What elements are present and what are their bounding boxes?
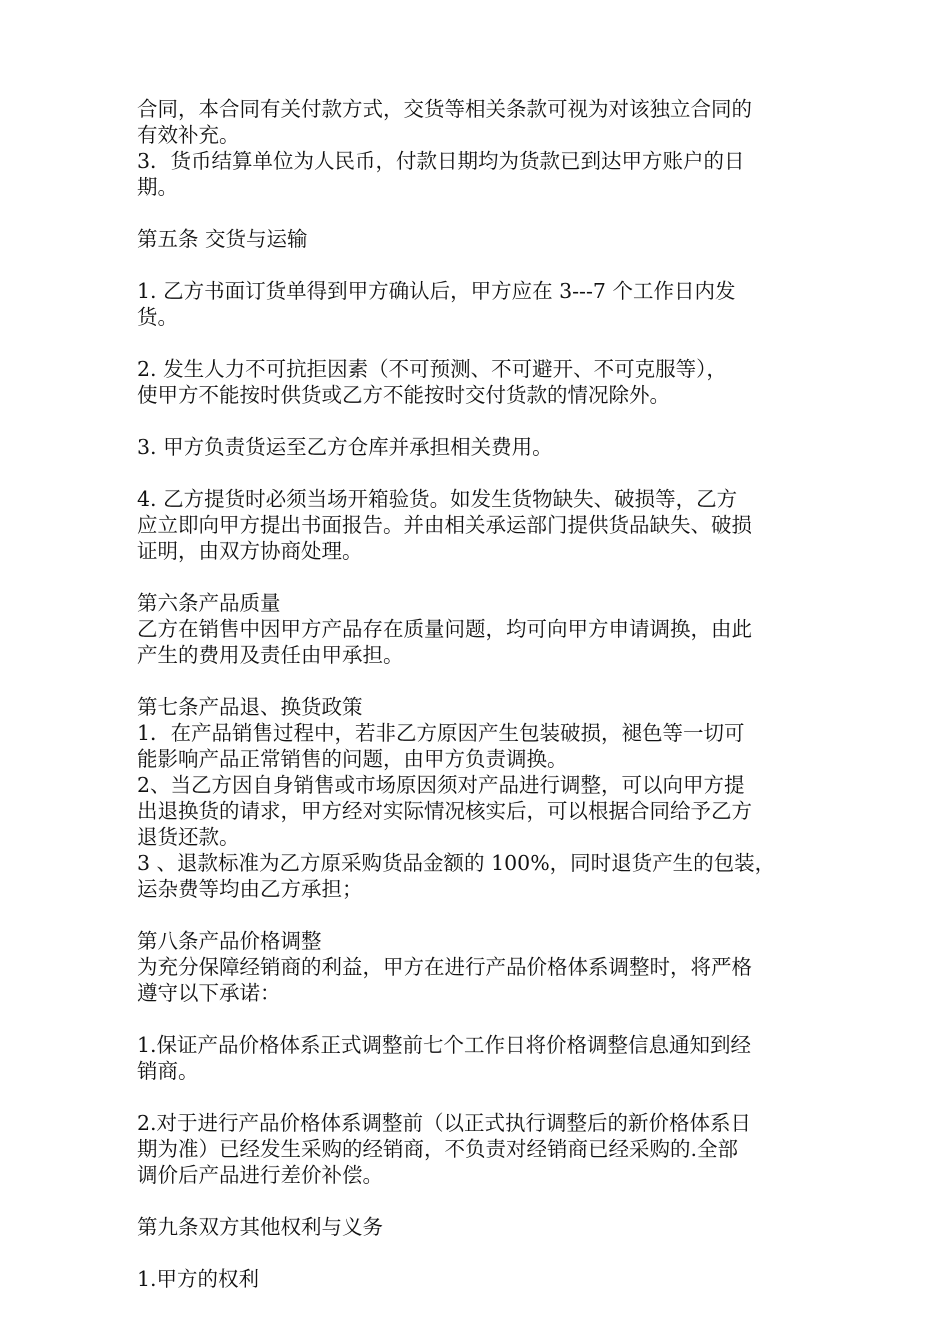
text-line: 应立即向甲方提出书面报告。并由相关承运部门提供货品缺失、破损	[137, 513, 752, 537]
blank-line	[137, 564, 817, 590]
text-line: 3．货币结算单位为人民币，付款日期均为货款已到达甲方账户的日	[137, 149, 745, 173]
blank-line	[137, 1188, 817, 1214]
text-line: 期为准）已经发生采购的经销商，不负责对经销商已经采购的.全部	[137, 1137, 739, 1161]
text-line: 1. 乙方书面订货单得到甲方确认后，甲方应在 3---7 个工作日内发	[137, 279, 736, 303]
section-heading: 第七条产品退、换货政策	[137, 695, 363, 719]
text-line: 出退换货的请求，甲方经对实际情况核实后，可以根据合同给予乙方	[137, 799, 752, 823]
section-heading: 第六条产品质量	[137, 591, 281, 615]
blank-line	[137, 460, 817, 486]
text-line: 退货还款。	[137, 825, 240, 849]
section-heading: 第五条 交货与运输	[137, 227, 308, 251]
blank-line	[137, 902, 817, 928]
blank-line	[137, 330, 817, 356]
text-line: 产生的费用及责任由甲承担。	[137, 643, 404, 667]
text-line: 1.保证产品价格体系正式调整前七个工作日将价格调整信息通知到经	[137, 1033, 752, 1057]
document-body	[137, 96, 817, 1292]
text-line: 为充分保障经销商的利益，甲方在进行产品价格体系调整时，将严格	[137, 955, 752, 979]
section-heading: 第八条产品价格调整	[137, 929, 322, 953]
text-line: 合同，本合同有关付款方式，交货等相关条款可视为对该独立合同的	[137, 97, 752, 121]
text-line: 货。	[137, 305, 178, 329]
text-line: 乙方在销售中因甲方产品存在质量问题，均可向甲方申请调换，由此	[137, 617, 752, 641]
section-heading: 第九条双方其他权利与义务	[137, 1215, 383, 1239]
text-line: 3. 甲方负责货运至乙方仓库并承担相关费用。	[137, 435, 553, 459]
text-line: 期。	[137, 175, 178, 199]
blank-line	[137, 1240, 817, 1266]
blank-line	[137, 252, 817, 278]
blank-line	[137, 200, 817, 226]
text-line: 证明，由双方协商处理。	[137, 539, 363, 563]
text-line: 2、当乙方因自身销售或市场原因须对产品进行调整，可以向甲方提	[137, 773, 745, 797]
text-line: 运杂费等均由乙方承担；	[137, 877, 363, 901]
text-line: 1.甲方的权利	[137, 1267, 260, 1291]
text-line: 能影响产品正常销售的问题，由甲方负责调换。	[137, 747, 568, 771]
text-line: 销商。	[137, 1059, 199, 1083]
text-line: 有效补充。	[137, 123, 240, 147]
blank-line	[137, 1006, 817, 1032]
text-line: 4. 乙方提货时必须当场开箱验货。如发生货物缺失、破损等，乙方	[137, 487, 738, 511]
blank-line	[137, 668, 817, 694]
text-line: 3 、退款标准为乙方原采购货品金额的 100%，同时退货产生的包装，	[137, 851, 776, 875]
text-line: 调价后产品进行差价补偿。	[137, 1163, 383, 1187]
text-line: 使甲方不能按时供货或乙方不能按时交付货款的情况除外。	[137, 383, 670, 407]
text-line: 遵守以下承诺：	[137, 981, 281, 1005]
text-line: 1．在产品销售过程中，若非乙方原因产生包装破损，褪色等一切可	[137, 721, 745, 745]
text-line: 2.对于进行产品价格体系调整前（以正式执行调整后的新价格体系日	[137, 1111, 752, 1135]
blank-line	[137, 1084, 817, 1110]
blank-line	[137, 408, 817, 434]
text-line: 2. 发生人力不可抗拒因素（不可预测、不可避开、不可克服等），	[137, 357, 727, 381]
